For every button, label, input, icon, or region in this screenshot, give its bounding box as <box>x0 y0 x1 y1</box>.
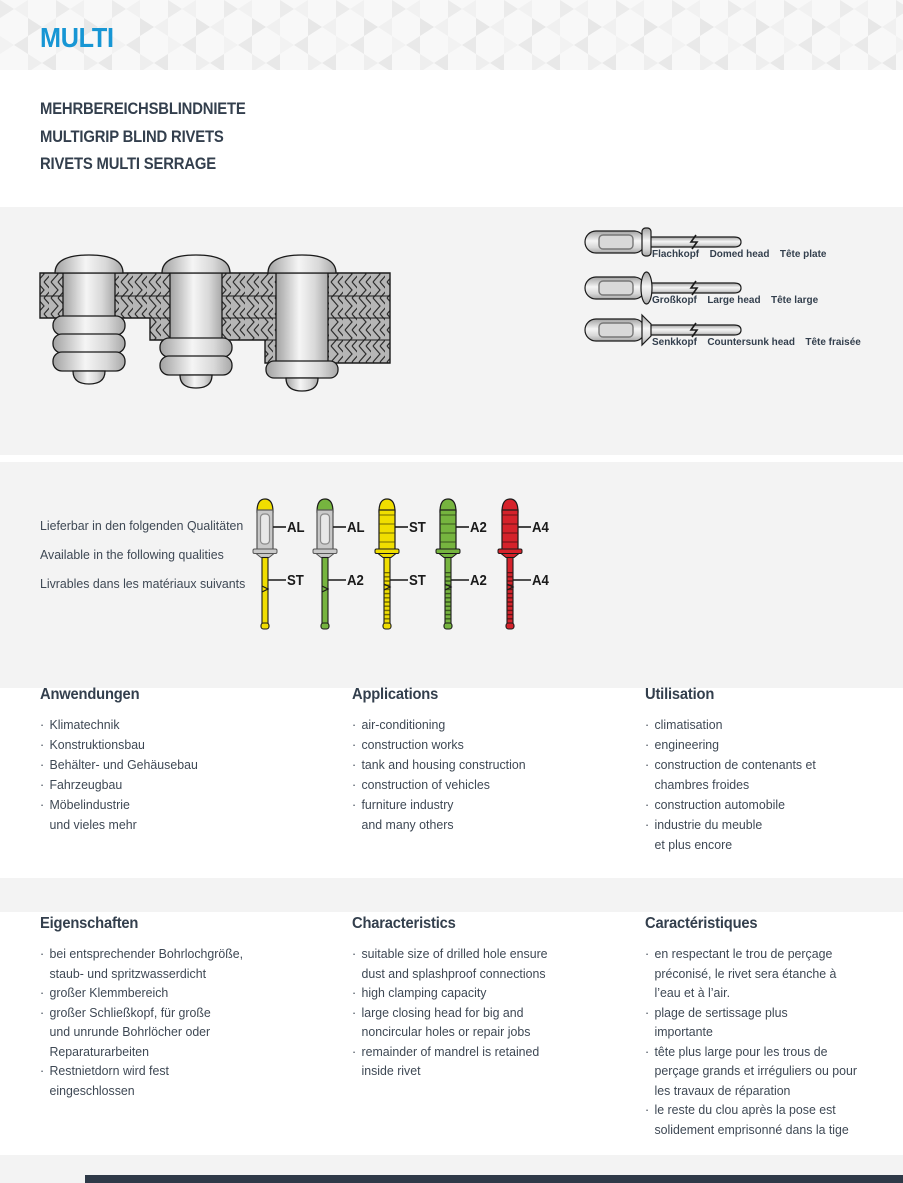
subtitle-fr: RIVETS MULTI SERRAGE <box>40 155 216 173</box>
list-item: · construction works <box>352 735 637 755</box>
rivet-cross-section-illustration <box>35 250 395 415</box>
section-title: Characteristics <box>352 915 456 932</box>
bullet-dot: · <box>40 757 45 772</box>
bullet-dot: · <box>40 717 45 732</box>
list-item: · engineering <box>645 735 903 755</box>
qualities-intro-de: Lieferbar in den folgenden Qualitäten <box>40 518 244 533</box>
section-title: Anwendungen <box>40 686 140 703</box>
bullet-dot: · <box>352 757 357 772</box>
bullet-dot: · <box>40 946 45 961</box>
quality-rivet-st-st <box>374 496 434 636</box>
head-type-labels-row <box>652 294 818 306</box>
bullet-list <box>40 944 325 1100</box>
section-applications <box>352 686 652 835</box>
quality-rivet-a2-a2 <box>435 496 495 636</box>
head-type-en: Large head <box>707 294 761 306</box>
bullet-dot: · <box>352 717 357 732</box>
list-item: · le reste du clou après la pose est solidement emprisonné dans la tige <box>645 1100 903 1139</box>
head-type-fr: Tête plate <box>779 248 827 260</box>
rivet-illustration <box>312 496 346 634</box>
section-title: Utilisation <box>645 686 715 703</box>
bullet-dot: · <box>645 757 650 772</box>
body-material-label: AL <box>287 519 305 536</box>
head-type-fr: Tête fraisée <box>805 336 861 348</box>
bullet-dot: · <box>40 1063 45 1078</box>
header-banner <box>0 0 903 70</box>
bullet-dot: · <box>645 797 650 812</box>
section-title: Caractéristiques <box>645 915 758 932</box>
bullet-list <box>352 715 637 835</box>
subtitle-en: MULTIGRIP BLIND RIVETS <box>40 127 224 146</box>
list-item: · en respectant le trou de perçage préconisé, le rivet sera étanche à l’eau et à l’air. <box>645 944 903 1003</box>
list-item: · Möbelindustrie und vieles mehr <box>40 795 325 835</box>
body-material-label: A4 <box>532 519 549 536</box>
list-item: · climatisation <box>645 715 903 735</box>
bullet-dot: · <box>645 1102 650 1117</box>
list-item: · suitable size of drilled hole ensure dust and splashproof connections <box>352 944 637 983</box>
qualities-band <box>0 462 903 688</box>
list-item: · high clamping capacity <box>352 983 637 1003</box>
bullet-dot: · <box>352 1043 357 1059</box>
triangle-pattern-background <box>0 0 903 70</box>
list-item: · Klimatechnik <box>40 715 325 735</box>
mandrel-material-label: ST <box>409 572 426 589</box>
bullet-dot: · <box>352 737 357 752</box>
head-type-de: Großkopf <box>652 294 697 306</box>
list-item: · Konstruktionsbau <box>40 735 325 755</box>
page-title: MULTI <box>40 22 114 53</box>
bullet-dot: · <box>40 777 45 792</box>
bullet-dot: · <box>352 946 357 961</box>
list-item: · remainder of mandrel is retained inside rivet <box>352 1042 637 1081</box>
body-material-label: ST <box>409 519 426 536</box>
bullet-list <box>352 944 637 1081</box>
head-type-en: Countersunk head <box>707 336 795 348</box>
mandrel-material-label: A2 <box>347 572 364 589</box>
list-item: · tête plus large pour les trous de perçage grands et irréguliers ou pour les travaux de réparation <box>645 1042 903 1101</box>
bullet-dot: · <box>645 1004 650 1020</box>
mandrel-material-label: ST <box>287 572 304 589</box>
body-material-label: A2 <box>470 519 487 536</box>
section-anwendungen <box>40 686 340 835</box>
quality-rivet-al-st <box>252 496 312 636</box>
subtitle-de: MEHRBEREICHSBLINDNIETE <box>40 100 246 118</box>
qualities-intro-en: Available in the following qualities <box>40 547 224 562</box>
bullet-dot: · <box>645 817 650 832</box>
quality-rivet-al-a2 <box>312 496 372 636</box>
bullet-dot: · <box>40 797 45 812</box>
bullet-list <box>645 944 903 1139</box>
list-item: · bei entsprechender Bohrlochgröße, staub- und spritzwasserdicht <box>40 944 325 983</box>
head-type-de: Flachkopf <box>652 248 700 260</box>
list-item: · Fahrzeugbau <box>40 775 325 795</box>
section-divider-band <box>0 878 903 912</box>
bullet-dot: · <box>40 985 45 1000</box>
section-utilisation <box>645 686 903 855</box>
mandrel-material-label: A4 <box>532 572 549 589</box>
list-item: · furniture industry and many others <box>352 795 637 835</box>
qualities-intro-fr: Livrables dans les matériaux suivants <box>40 576 246 591</box>
list-item: · air-conditioning <box>352 715 637 735</box>
section-title: Applications <box>352 686 439 703</box>
section-caracteristiques <box>645 915 903 1139</box>
bullet-list <box>645 715 903 855</box>
head-type-fr: Tête large <box>771 294 819 306</box>
section-eigenschaften <box>40 915 340 1100</box>
section-title: Eigenschaften <box>40 915 139 932</box>
bullet-dot: · <box>645 737 650 752</box>
bullet-dot: · <box>352 985 357 1000</box>
bullet-dot: · <box>352 1004 357 1020</box>
footer-accent-bar <box>85 1175 903 1183</box>
rivet-illustration <box>252 496 286 634</box>
body-material-label: AL <box>347 519 365 536</box>
list-item: · plage de sertissage plus importante <box>645 1003 903 1042</box>
list-item: · Behälter- und Gehäusebau <box>40 755 325 775</box>
bullet-dot: · <box>352 777 357 792</box>
bullet-list <box>40 715 325 835</box>
section-characteristics <box>352 915 652 1081</box>
illustration-band <box>0 207 903 455</box>
list-item: · construction of vehicles <box>352 775 637 795</box>
rivet-illustration <box>374 496 408 634</box>
bullet-dot: · <box>645 1043 650 1059</box>
rivet-illustration <box>435 496 469 634</box>
bullet-dot: · <box>40 1004 45 1020</box>
list-item: · großer Klemmbereich <box>40 983 325 1003</box>
list-item: · construction automobile <box>645 795 903 815</box>
list-item: · construction de contenants et chambres froides <box>645 755 903 795</box>
mandrel-material-label: A2 <box>470 572 487 589</box>
list-item: · tank and housing construction <box>352 755 637 775</box>
quality-rivet-a4-a4 <box>497 496 557 636</box>
bullet-dot: · <box>645 717 650 732</box>
head-type-de: Senkkopf <box>652 336 697 348</box>
bullet-dot: · <box>40 737 45 752</box>
bullet-dot: · <box>645 946 650 961</box>
list-item: · industrie du meuble et plus encore <box>645 815 903 855</box>
list-item: · Restnietdorn wird fest eingeschlossen <box>40 1061 325 1100</box>
rivet-illustration <box>497 496 531 634</box>
bullet-dot: · <box>352 797 357 812</box>
head-type-en: Domed head <box>709 248 770 260</box>
list-item: · großer Schließkopf, für große und unrunde Bohrlöcher oder Reparaturarbeiten <box>40 1003 325 1062</box>
head-type-labels-row <box>652 248 826 260</box>
head-type-labels-row <box>652 336 861 348</box>
list-item: · large closing head for big and noncircular holes or repair jobs <box>352 1003 637 1042</box>
product-subtitle <box>40 96 246 179</box>
